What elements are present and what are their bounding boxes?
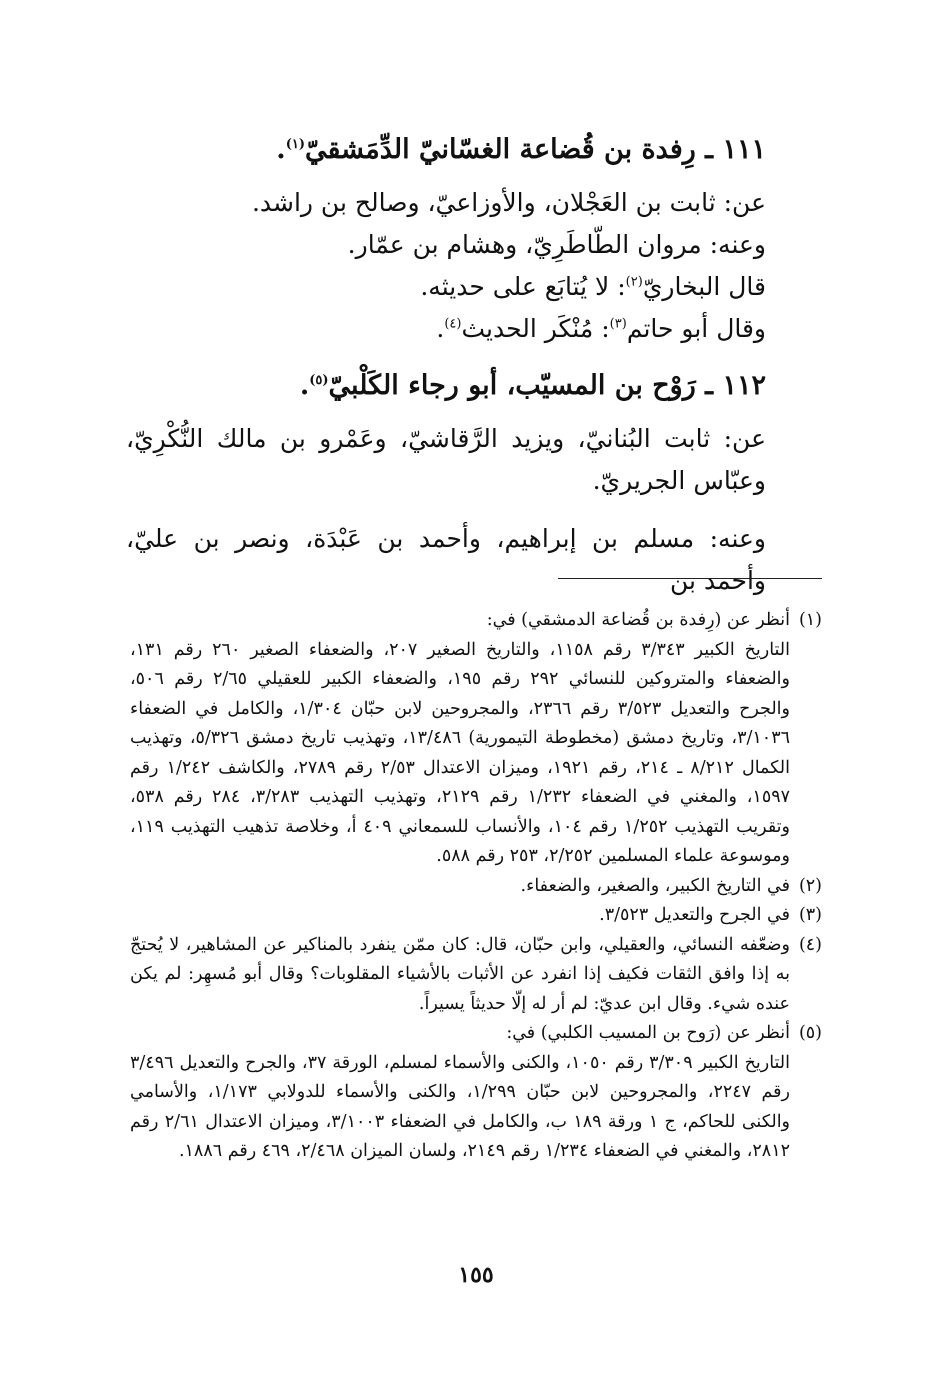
footnote-item xyxy=(130,1049,822,1167)
footnote-number: (٣) xyxy=(798,905,822,925)
footnote-text: التاريخ الكبير ٣/٣٤٣ رقم ١١٥٨، والتاريخ الصغير ٢٠٧، والضعفاء الصغير ٢٦٠ رقم ١٣١، والضعفاء والمتروكين للنسائي ٢٩٢ رقم ١٩٥، والضعفاء الكبير للعقيلي ٢/٦٥ رقم ٥٠٦، والجرح والتعديل ٣/٥٢٣ رقم ٢٣٦٦، والمجروحين لابن حبّان ١/٣٠٤، والكامل في الضعفاء ٣/١٠٣٦، وتاريخ دمشق (مخطوطة التيمورية) ١٣/٤٨٦، وتهذيب تاريخ دمشق ٥/٣٢٦، وتهذيب الكمال ٨/٢١٢ ـ ٢١٤، رقم ١٩٢١، وميزان الاعتدال ٢/٥٣ رقم ٢٧٨٩، والكاشف ١/٢٤٢ رقم ١٥٩٧، والمغني في الضعفاء ١/٢٣٢ رقم ٢١٢٩، وتهذيب التهذيب ٣/٢٨٣، ٢٨٤ رقم ٥٣٨، وتقريب التهذيب ١/٢٥٢ رقم ١٠٤، والأنساب للسمعاني ٤٠٩ أ، وخلاصة تذهيب التهذيب ١١٩، وموسوعة علماء المسلمين ٢/٢٥٢، ٢٥٣ رقم ٥٨٨. xyxy=(130,639,791,866)
entry-line: قال البخاريّ$^{(٢)}$: لا يُتابَع على حديثه. xyxy=(420,272,766,301)
footnote-ref[interactable]: (٥) xyxy=(309,373,329,388)
footnote-number: (٢) xyxy=(798,875,822,896)
main-text xyxy=(126,130,766,602)
entry-line: عن: ثابت البُنانيّ، ويزيد الرَّقاشيّ، وعَمْرو بن مالك النُّكْرِيّ، وعبّاس الجريريّ. xyxy=(126,424,766,495)
entry-title-112: ١١٢ ـ رَوْح بن المسيّب، أبو رجاء الكَلْبيّ$^{(٥)}$. xyxy=(299,370,766,401)
entry-line: وقال أبو حاتم$^{(٣)}$: مُنْكَر الحديث$^{(٤)}$. xyxy=(436,314,766,343)
footnote-text: أنظر عن (رَوح بن المسيب الكلبي) في: xyxy=(506,1023,790,1043)
footnote-text: التاريخ الكبير ٣/٣٠٩ رقم ١٠٥٠، والكنى والأسماء لمسلم، الورقة ٣٧، والجرح والتعديل ٣/٤٩٦ رقم ٢٢٤٧، والمجروحين لابن حبّان ١/٢٩٩، والكنى والأسماء للدولابي ١/١٧٣، والأسامي والكنى للحاكم، ج ١ ورقة ١٨٩ ب، والكامل في الضعفاء ٣/١٠٠٣، وميزان الاعتدال ٢/٦١ رقم ٢٨١٢، والمغني في الضعفاء ١/٢٣٤ رقم ٢١٤٩، ولسان الميزان ٢/٤٦٨، ٤٦٩ رقم ١٨٨٦. xyxy=(130,1052,791,1161)
footnote-ref[interactable]: (١) xyxy=(285,137,305,152)
entry-title-111: ١١١ ـ رِفدة بن قُضاعة الغسّانيّ الدِّمَشقيّ$^{(١)}$. xyxy=(276,134,766,165)
footnote-item xyxy=(130,606,822,636)
entry-line: عن: ثابت بن العَجْلان، والأوزاعيّ، وصالح بن راشد. xyxy=(251,188,766,217)
footnote-divider xyxy=(558,578,822,579)
footnote-number: (١) xyxy=(798,610,822,630)
footnote-item xyxy=(130,1019,822,1049)
footnote-item xyxy=(130,872,822,902)
footnote-text: في الجرح والتعديل ٣/٥٢٣. xyxy=(599,905,790,925)
entry-line: وعنه: مروان الطّاطَرِيّ، وهشام بن عمّار. xyxy=(347,230,766,259)
footnote-text: وضعّفه النسائي، والعقيلي، وابن حبّان، قال: كان ممّن ينفرد بالمناكير عن المشاهير، لا يُحتجّ به إذا وافق الثقات فكيف إذا انفرد عن الأثبات بالأشياء المقلوبات؟ وقال أبو مُسهِر: لم يكن عنده شيء. وقال ابن عديّ: لم أر له إلّا حديثاً يسيراً. xyxy=(130,934,790,1014)
footnote-number: (٥) xyxy=(798,1023,822,1043)
footnote-item xyxy=(130,901,822,931)
footnote-number: (٤) xyxy=(798,934,822,955)
entry-line: وعنه: مسلم بن إبراهيم، وأحمد بن عَبْدَة، ونصر بن عليّ، وأحمد بن xyxy=(126,524,766,595)
footnote-ref[interactable]: (٣) xyxy=(609,316,627,332)
footnotes xyxy=(130,606,822,1167)
footnote-ref[interactable]: (٢) xyxy=(625,274,643,290)
footnote-item xyxy=(130,636,822,872)
page-number: ١٥٥ xyxy=(458,1262,494,1288)
footnote-item xyxy=(130,931,822,1020)
footnote-text: أنظر عن (رِفدة بن قُضاعة الدمشقي) في: xyxy=(486,610,790,630)
footnote-number xyxy=(790,1049,822,1167)
footnote-ref[interactable]: (٤) xyxy=(444,316,462,332)
footnote-number xyxy=(790,636,822,872)
footnote-text: في التاريخ الكبير، والصغير، والضعفاء. xyxy=(520,875,790,896)
